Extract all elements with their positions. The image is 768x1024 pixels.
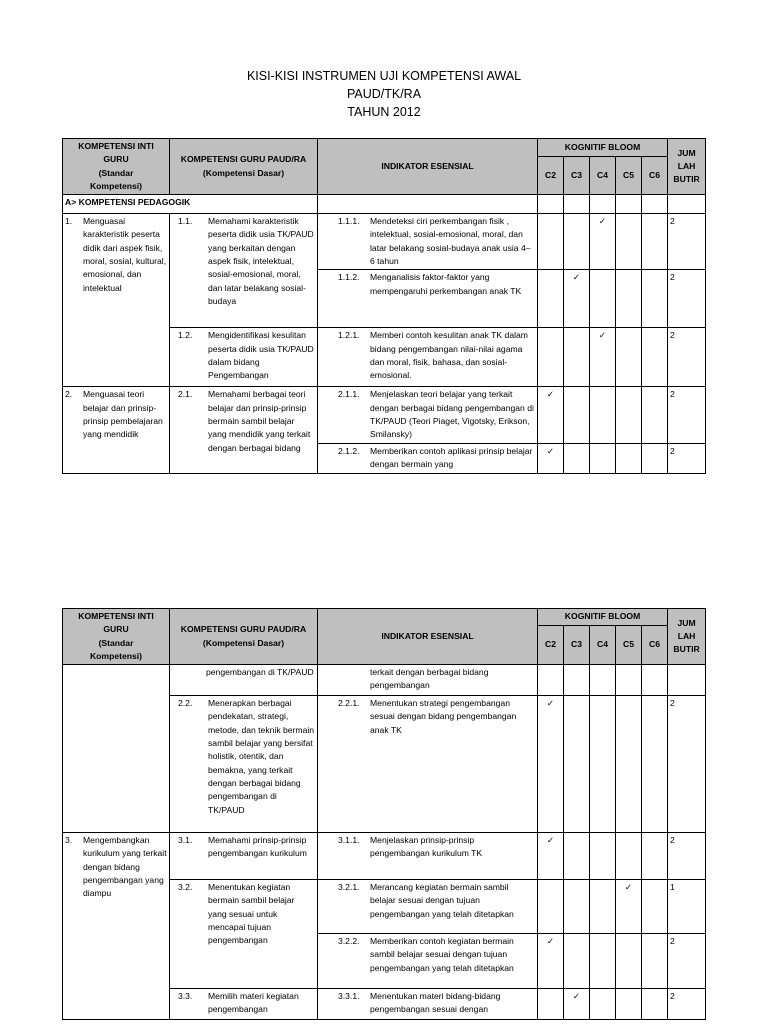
kisi-kisi-table-1	[62, 138, 706, 474]
kompetensi-inti-2: 2. Menguasai teori belajar dan prinsip-prinsip pembelajaran yang mendidik	[63, 387, 170, 473]
kompetensi-dasar-3-1: 3.1. Memahami prinsip-prinsip pengembangan kurikulum	[170, 833, 318, 880]
indikator-3-3-1: 3.3.1. Menentukan materi bidang-bidang pengembangan sesuai dengan	[318, 989, 538, 1020]
jumlah-butir: 2	[668, 833, 706, 880]
check-mark: ✓	[538, 443, 564, 473]
check-mark: ✓	[538, 696, 564, 833]
section-kompetensi-pedagogik: A> KOMPETENSI PEDAGOGIK	[63, 195, 318, 214]
jumlah-butir: 2	[668, 696, 706, 833]
check-mark: ✓	[538, 934, 564, 989]
kompetensi-dasar-2-1-cont: pengembangan di TK/PAUD	[170, 665, 318, 696]
doc-title-line3: TAHUN 2012	[347, 105, 421, 119]
check-mark: ✓	[590, 214, 616, 270]
jumlah-butir: 2	[668, 214, 706, 270]
check-mark: ✓	[564, 989, 590, 1020]
indikator-1-2-1: 1.2.1. Memberi contoh kesulitan anak TK dalam bidang pengembangan nilai-nilai agama dan moral, fisik, bahasa, dan sosial-emosional.	[318, 328, 538, 387]
indikator-1-1-1: 1.1.1. Mendeteksi ciri perkembangan fisik , intelektual, sosial-emosional, moral, dan latar belakang sosial-budaya anak usia 4–6 tahun	[318, 214, 538, 270]
header-indikator: INDIKATOR ESENSIAL	[318, 609, 538, 665]
header-c5: C5	[616, 156, 642, 195]
check-mark: ✓	[564, 270, 590, 328]
header-c5: C5	[616, 625, 642, 665]
indikator-2-1-1: 2.1.1. Menjelaskan teori belajar yang terkait dengan berbagai bidang pengembangan di TK/PAUD (Teori Piaget, Vigotsky, Erikson, Smilansky)	[318, 387, 538, 443]
check-mark: ✓	[590, 328, 616, 387]
header-c2: C2	[538, 625, 564, 665]
header-c2: C2	[538, 156, 564, 195]
jumlah-butir: 2	[668, 328, 706, 387]
header-kognitif-bloom: KOGNITIF BLOOM	[538, 609, 668, 626]
kompetensi-dasar-2-1: 2.1. Memahami berbagai teori belajar dan prinsip-prinsip bermain sambil belajar yang mendidik yang terkait dengan berbagai bidang	[170, 387, 318, 473]
kompetensi-dasar-3-3: 3.3. Memilih materi kegiatan pengembangan	[170, 989, 318, 1020]
indikator-3-1-1: 3.1.1. Menjelaskan prinsip-prinsip pengembangan kurikulum TK	[318, 833, 538, 880]
kompetensi-inti-1: 1. Menguasai karakteristik peserta didik dari aspek fisik, moral, sosial, kultural, emosional, dan intelektual	[63, 214, 170, 387]
kisi-kisi-table-2	[62, 608, 706, 1020]
header-kompetensi-inti: KOMPETENSI INTI GURU (Standar Kompetensi)	[63, 139, 170, 195]
doc-title-line2: PAUD/TK/RA	[346, 87, 422, 101]
indikator-3-2-1: 3.2.1. Merancang kegiatan bermain sambil belajar sesuai dengan tujuan pengembangan yang telah ditetapkan	[318, 880, 538, 934]
kompetensi-inti-2-cont	[63, 665, 170, 833]
check-mark: ✓	[616, 880, 642, 934]
indikator-2-2-1: 2.2.1. Menentukan strategi pengembangan sesuai dengan bidang pengembangan anak TK	[318, 696, 538, 833]
kompetensi-inti-3: 3. Mengembangkan kurikulum yang terkait dengan bidang pengembangan yang diampu	[63, 833, 170, 1020]
jumlah-butir: 2	[668, 443, 706, 473]
indikator-3-2-2: 3.2.2. Memberikan contoh kegiatan bermain sambil belajar sesuai dengan tujuan pengembangan yang telah ditetapkan	[318, 934, 538, 989]
jumlah-butir: 2	[668, 989, 706, 1020]
kompetensi-dasar-1-1: 1.1. Memahami karakteristik peserta didik usia TK/PAUD yang berkaitan dengan aspek fisik, intelektual, sosial-emosional, moral, dan latar belakang sosial-budaya	[170, 214, 318, 328]
kompetensi-dasar-2-2: 2.2. Menerapkan berbagai pendekatan, strategi, metode, dan teknik bermain sambil belajar yang bersifat holistik, otentik, dan bemakna, yang terkait dengan berbagai bidang pengembangan di TK/PAUD	[170, 696, 318, 833]
header-c3: C3	[564, 625, 590, 665]
indikator-1-1-2: 1.1.2. Menganalisis faktor-faktor yang mempengaruhi perkembangan anak TK	[318, 270, 538, 328]
jumlah-butir: 2	[668, 934, 706, 989]
indikator-2-1-2: 2.1.2. Memberikan contoh aplikasi prinsip belajar dengan bermain yang	[318, 443, 538, 473]
jumlah-butir: 2	[668, 270, 706, 328]
indikator-2-1-2-cont: terkait dengan berbagai bidang pengembangan	[318, 665, 538, 696]
header-kompetensi-inti: KOMPETENSI INTI GURU (Standar Kompetensi)	[63, 609, 170, 665]
header-kognitif-bloom: KOGNITIF BLOOM	[538, 139, 668, 157]
header-c4: C4	[590, 625, 616, 665]
header-c6: C6	[642, 625, 668, 665]
jumlah-butir: 1	[668, 880, 706, 934]
kompetensi-dasar-1-2: 1.2. Mengidentifikasi kesulitan peserta didik usia TK/PAUD dalam bidang Pengembangan	[170, 328, 318, 387]
check-mark: ✓	[538, 387, 564, 443]
header-jumlah-butir: JUM LAH BUTIR	[668, 609, 706, 665]
header-jumlah-butir: JUM LAH BUTIR	[668, 139, 706, 195]
check-mark: ✓	[538, 833, 564, 880]
header-indikator: INDIKATOR ESENSIAL	[318, 139, 538, 195]
header-c3: C3	[564, 156, 590, 195]
header-c6: C6	[642, 156, 668, 195]
kompetensi-dasar-3-2: 3.2. Menentukan kegiatan bermain sambil belajar yang sesuai untuk mencapai tujuan pengembangan	[170, 880, 318, 989]
header-c4: C4	[590, 156, 616, 195]
doc-title-line1: KISI-KISI INSTRUMEN UJI KOMPETENSI AWAL	[246, 69, 522, 83]
header-kompetensi-guru: KOMPETENSI GURU PAUD/RA (Kompetensi Dasar)	[170, 139, 318, 195]
jumlah-butir: 2	[668, 387, 706, 443]
header-kompetensi-guru: KOMPETENSI GURU PAUD/RA (Kompetensi Dasar)	[170, 609, 318, 665]
